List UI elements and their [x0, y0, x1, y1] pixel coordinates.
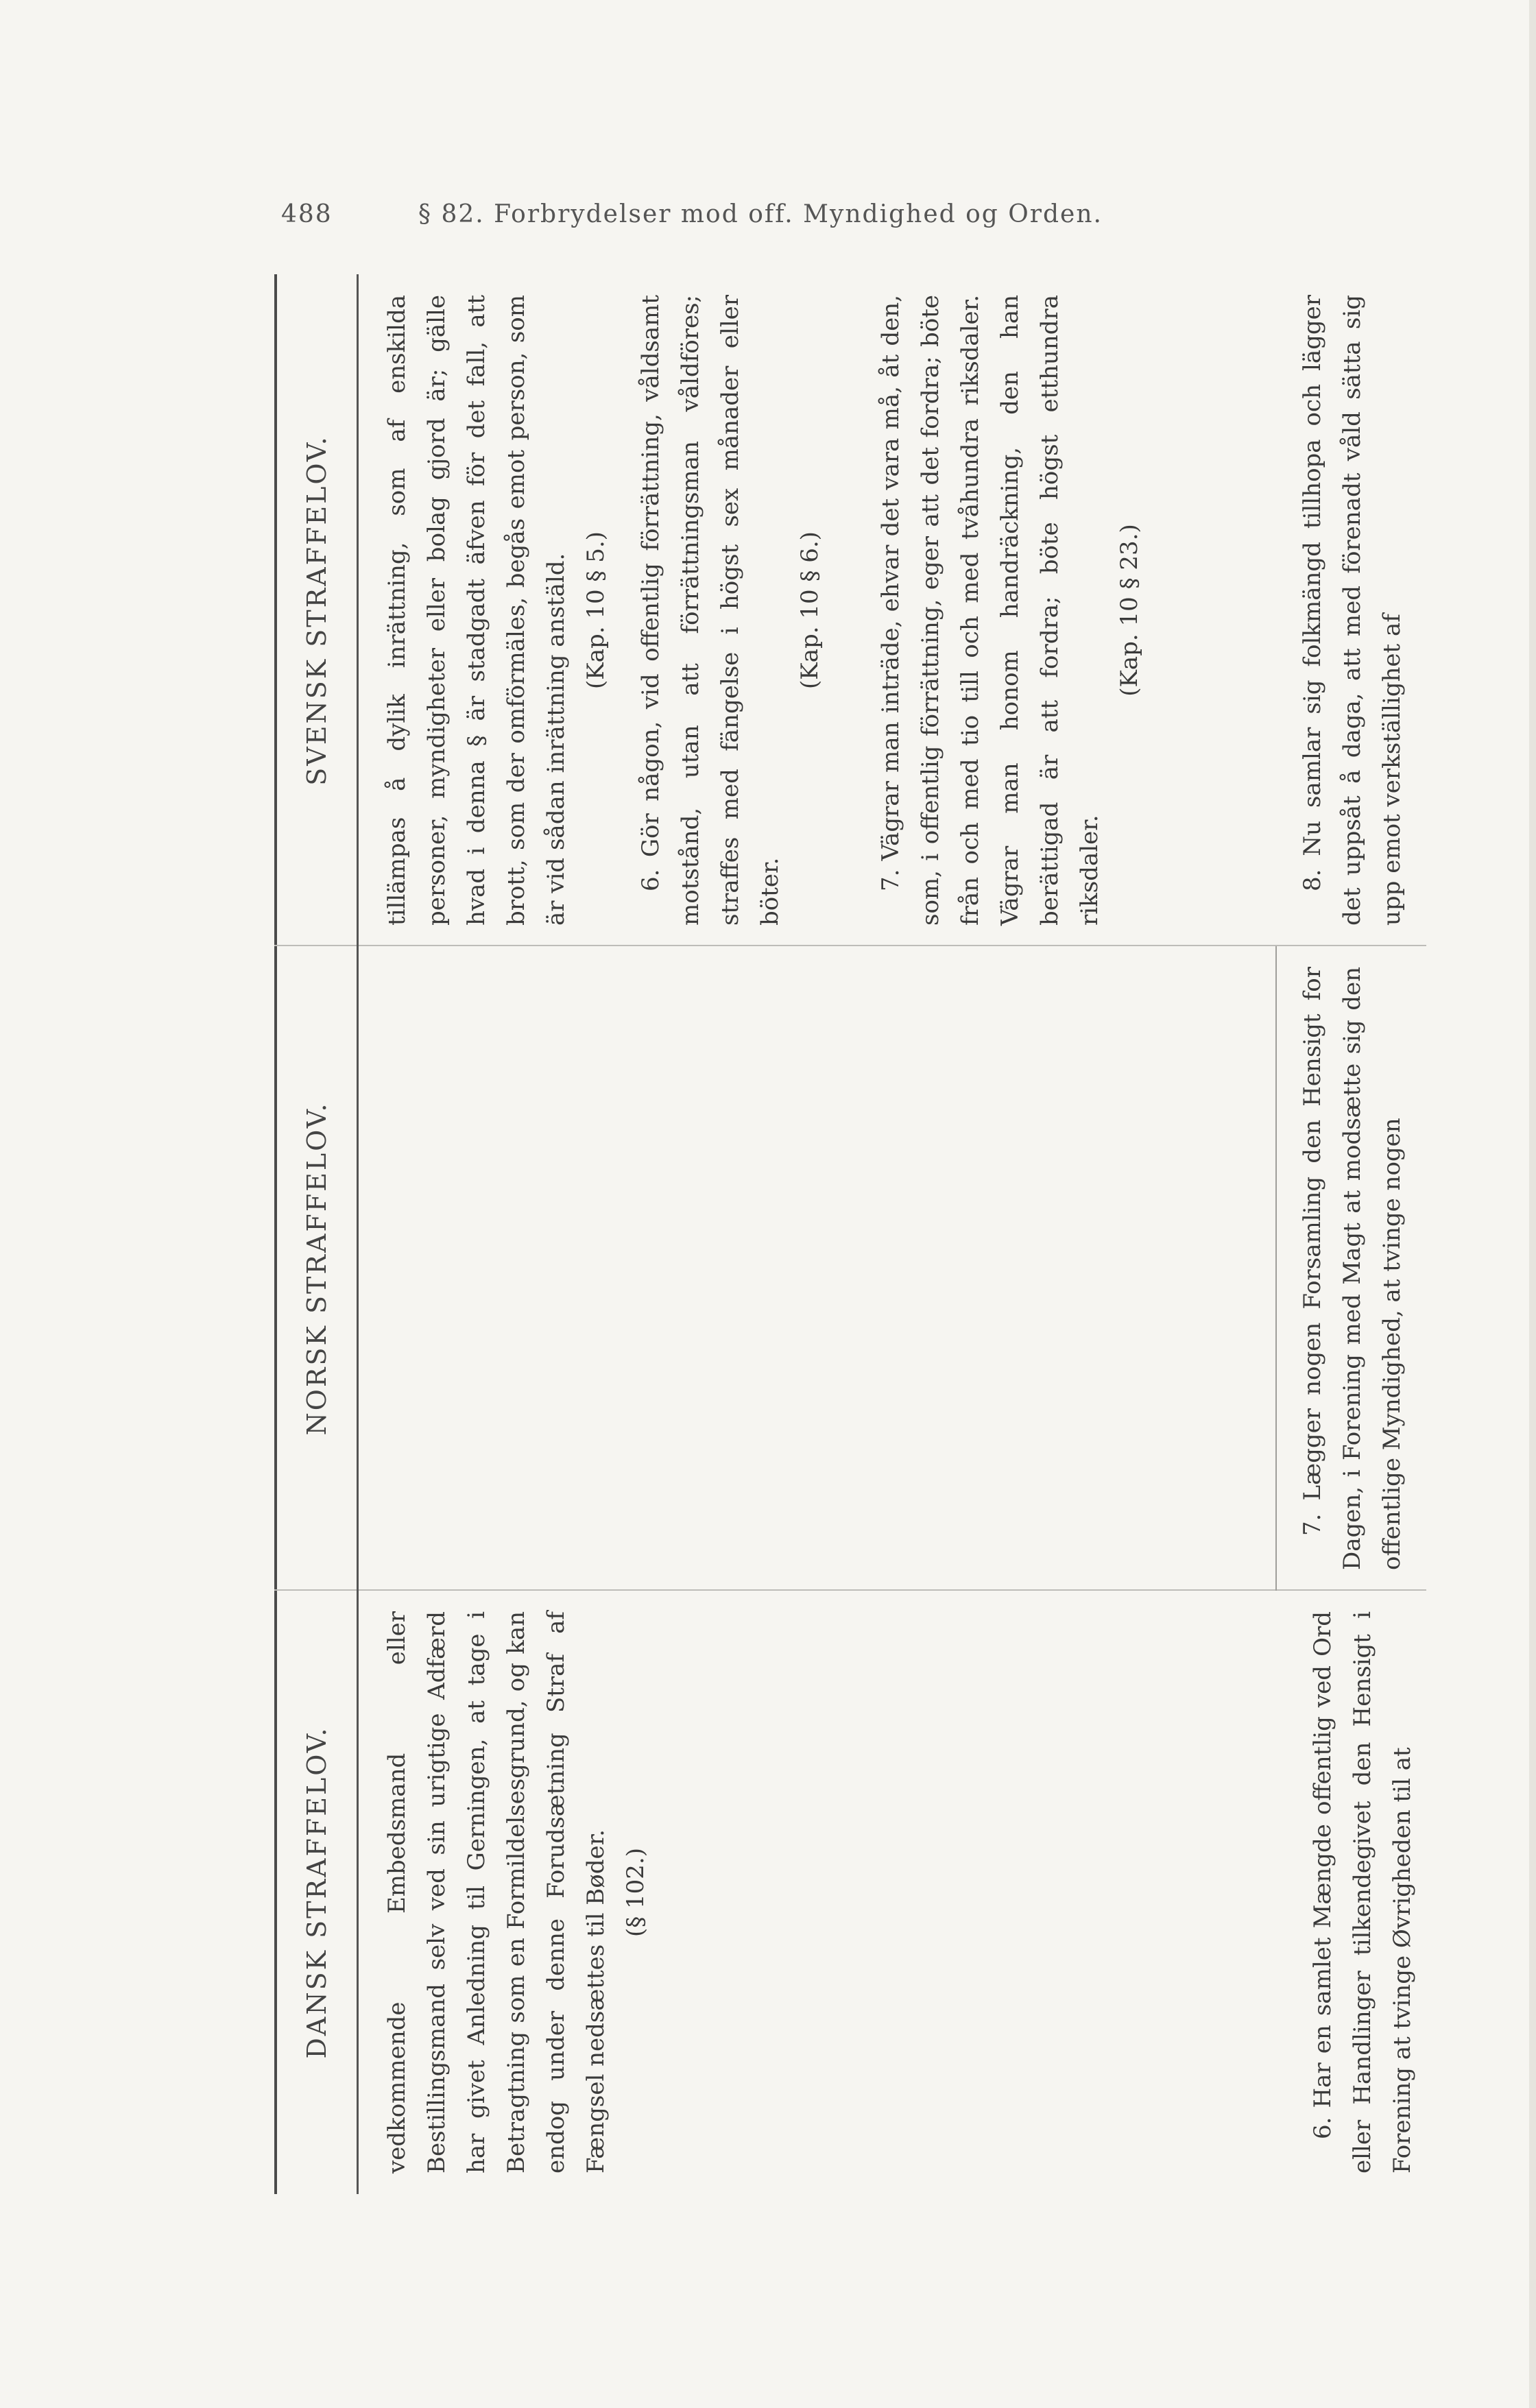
column-dansk	[274, 1591, 1426, 2194]
page-number: 488	[281, 200, 333, 228]
svensk-paragraph: 8. Nu samlar sig folkmängd tillhopa och lägger det uppsåt å daga, att med förenadt våld sätta sig upp emot verkställighet af	[1299, 295, 1406, 926]
rotated-page-body	[274, 274, 1426, 2194]
dansk-entry-2	[1303, 1611, 1422, 2174]
page-edge	[1529, 0, 1536, 2408]
column-title-svensk: SVENSK STRAFFELOV.	[302, 435, 332, 786]
dansk-reference: (§ 102.)	[622, 1847, 649, 1938]
svensk-entry-1	[377, 295, 616, 926]
row-separator	[1275, 946, 1277, 1591]
column-head-rule	[357, 274, 359, 946]
column-head-rule	[357, 1591, 359, 2194]
svensk-paragraph: tillämpas å dylik inrättning, som af enskilda personer, myndigheter eller bolag gjord är; gälle hvad i denna § är stadgadt äfven för det fall, att brott, som der omförmäles, begås emot person, som är vid sådan inrättning anstäld.	[383, 295, 570, 926]
section-title: § 82. Forbrydelser mod off. Myndighed og Orden.	[418, 200, 1103, 228]
dansk-paragraph: 6. Har en samlet Mængde offentlig ved Ord eller Handlinger tilkendegivet den Hensigt i Forening at tvinge Øvrigheden til at	[1309, 1611, 1416, 2174]
dansk-entry-1	[377, 1611, 656, 2174]
running-head	[281, 193, 1255, 234]
norsk-paragraph: 7. Lægger nogen Forsamling den Hensigt for Dagen, i Forening med Magt at modsætte sig den offentlige Myndighed, at tvinge nogen	[1299, 967, 1406, 1570]
norsk-entry-1	[1293, 967, 1412, 1570]
svensk-entry-4	[1293, 295, 1412, 926]
svensk-paragraph: 6. Gör någon, vid offentlig förrättning, våldsamt motstånd, utan att förrättningsman våldföres; straffes med fängelse i högst sex månader eller böter.	[637, 295, 784, 926]
column-title-norsk: NORSK STRAFFELOV.	[302, 1101, 332, 1436]
column-norsk	[274, 946, 1426, 1591]
svensk-reference: (Kap. 10 § 6.)	[796, 531, 824, 689]
svensk-entry-3	[871, 295, 1149, 926]
column-head-rule	[357, 946, 359, 1591]
svensk-reference: (Kap. 10 § 23.)	[1116, 524, 1143, 697]
column-title-dansk: DANSK STRAFFELOV.	[302, 1726, 332, 2059]
column-svensk	[274, 274, 1426, 946]
svensk-paragraph: 7. Vägrar man inträde, ehvar det vara må, åt den, som, i offentlig förrättning, eger att det fordra; böte från och med tio till och med tvåhundra riksdaler. Vägrar man honom handräckning, den han berättigad är att fordra; böte högst etthundra riksdaler.	[877, 295, 1103, 926]
svensk-reference: (Kap. 10 § 5.)	[582, 531, 610, 689]
dansk-paragraph: vedkommende Embedsmand eller Bestillingsmand selv ved sin urigtige Adfærd har givet Anledning til Gerningen, at tage i Betragtning som en Formildelsesgrund, og kan endog under denne Forudsætning Straf af Fængsel nedsættes til Bøder.	[383, 1611, 610, 2174]
svensk-entry-2	[631, 295, 830, 926]
